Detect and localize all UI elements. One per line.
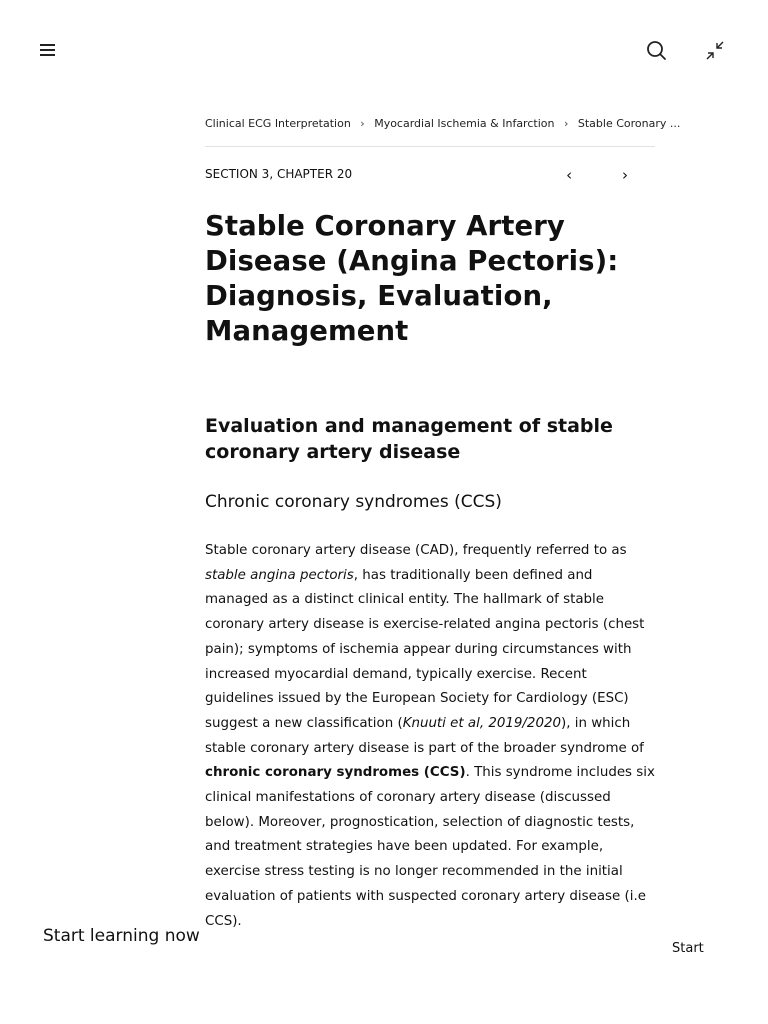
paragraph-bold-term: chronic coronary syndromes (CCS) [205,765,466,781]
page-title: Stable Coronary Artery Disease (Angina Pectoris): Diagnosis, Evaluation, Management [205,210,619,347]
paragraph-emphasis: stable angina pectoris [205,567,354,583]
hamburger-menu-icon[interactable] [38,42,58,58]
start-learning-banner: Start learning now [43,926,200,946]
chevron-right-icon: › [360,117,365,130]
previous-chapter-button[interactable]: ‹ [566,166,573,184]
paragraph-text: Stable coronary artery disease (CAD), frequently referred to as [205,543,627,558]
body-paragraph [205,539,655,934]
top-bar [0,0,768,100]
next-chapter-button[interactable]: › [622,166,628,184]
section-heading: Evaluation and management of stable coronary artery disease [205,415,613,463]
sub-heading: Chronic coronary syndromes (CCS) [205,492,502,512]
paragraph-text: , has traditionally been defined and managed as a distinct clinical entity. The hallmark of stable coronary artery disease is exercise-related angina pectoris (chest pain); symptoms of ischemia appear during circumstances with increased myocardial demand, typically exercise. Recent guidelines issued by the European Society for Cardiology (ESC) suggest a new classification ( [205,567,645,731]
search-icon[interactable] [644,38,670,64]
breadcrumb-item-clinical-ecg[interactable]: Clinical ECG Interpretation [205,117,351,130]
paragraph-text: ), in which stable coronary artery disease is part of the broader syndrome of [205,715,644,756]
paragraph-text: . This syndrome includes six clinical manifestations of coronary artery disease (discussed below). Moreover, prognostication, selection of diagnostic tests, and treatment strategies have been updated. For example, exercise stress testing is no longer recommended in the initial evaluation of patients with suspected coronary artery disease (i.e CCS). [205,765,655,929]
chevron-right-icon: › [563,117,569,130]
start-button[interactable]: Start [672,941,704,956]
chapter-navigation [527,165,635,185]
section-label: SECTION 3, CHAPTER 20 [205,167,353,181]
breadcrumb [205,110,681,147]
article-content [205,110,681,934]
breadcrumb-item-current[interactable]: Stable Coronary ... [577,117,681,130]
breadcrumb-item-myocardial-ischemia[interactable]: Myocardial Ischemia & Infarction [374,117,555,130]
citation-link[interactable]: Knuuti et al, 2019/2020 [402,715,562,731]
section-row [205,167,655,187]
collapse-arrows-icon[interactable] [702,38,728,64]
